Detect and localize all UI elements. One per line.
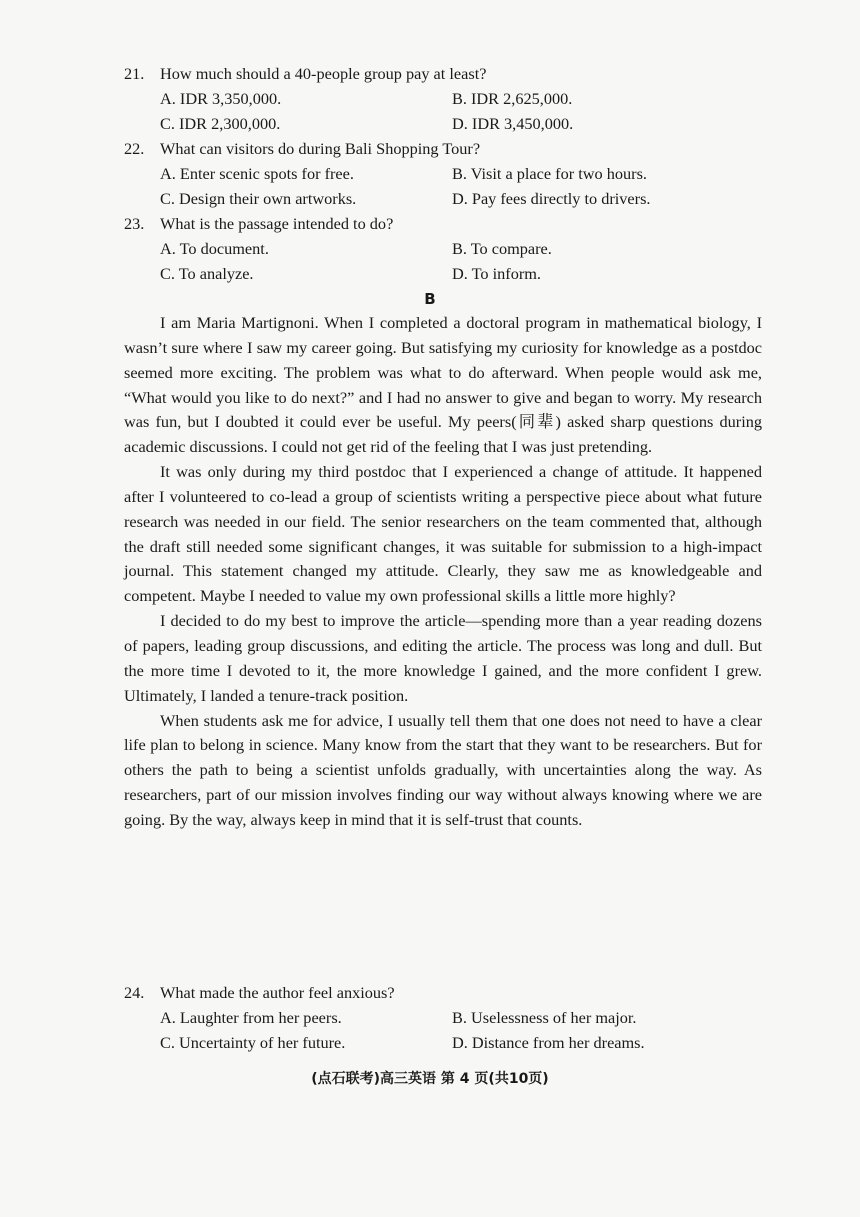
option-23-d: D. To inform. [452,264,542,283]
option-21-c: C. IDR 2,300,000. [160,114,281,133]
question-number: 24. [124,983,145,1002]
question-text: What can visitors do during Bali Shopping Tour? [160,139,481,158]
option-24-b: B. Uselessness of her major. [452,1008,637,1027]
passage-paragraph-4: When students ask me for advice, I usually tell them that one does not need to have a clear life plan to belong in science. Many know from the start that they want to be researchers. But for others the path to being a scientist unfolds gradually, with uncertainties along the way. As researchers, part of our mission involves finding our way without always knowing where we are going. By the way, always keep in mind that it is self-trust that counts. [124,710,762,829]
option-22-a: A. Enter scenic spots for free. [160,164,354,183]
option-24-c: C. Uncertainty of her future. [160,1033,346,1052]
option-23-b: B. To compare. [452,239,552,258]
question-23 [124,214,393,234]
option-21-b: B. IDR 2,625,000. [452,89,573,108]
question-number: 22. [124,139,145,158]
page-footer: (点石联考)高三英语 第 4 页(共10页) [311,1071,549,1087]
question-number: 21. [124,64,145,83]
option-23-c: C. To analyze. [160,264,254,283]
option-22-c: C. Design their own artworks. [160,189,357,208]
question-21 [124,64,486,84]
question-number: 23. [124,214,145,233]
option-22-b: B. Visit a place for two hours. [452,164,647,183]
question-text: What made the author feel anxious? [160,983,395,1002]
passage-paragraph-1: I am Maria Martignoni. When I completed a doctoral program in mathematical biology, I wasn’t sure where I saw my career going. But satisfying my curiosity for knowledge as a postdoc seemed more exciting. The problem was what to do afterward. When people would ask me, “What would you like to do next?” and I had no answer to give and began to worry. My research was fun, but I doubted it could ever be useful. My peers(同辈) asked sharp questions during academic discussions. I could not get rid of the feeling that I was just pretending. [124,313,762,457]
section-heading: B [424,290,436,308]
reading-passage [124,311,762,833]
question-text: How much should a 40-people group pay at least? [160,64,487,83]
question-22 [124,139,480,159]
option-21-a: A. IDR 3,350,000. [160,89,282,108]
passage-paragraph-3: I decided to do my best to improve the article—spending more than a year reading dozens of papers, leading group discussions, and editing the article. The process was long and dull. But the more time I devoted to it, the more knowledge I gained, and the more confident I grew. Ultimately, I landed a tenure-track position. [124,611,762,705]
option-24-d: D. Distance from her dreams. [452,1033,645,1052]
passage-paragraph-2: It was only during my third postdoc that I experienced a change of attitude. It happened after I volunteered to co-lead a group of scientists writing a perspective piece about what future research was needed in our field. The senior researchers on the team commented that, although the draft still needed some significant changes, it was suitable for submission to a high-impact journal. This statement changed my attitude. Clearly, they saw me as knowledgeable and competent. Maybe I needed to value my own professional skills a little more highly? [124,462,762,606]
option-22-d: D. Pay fees directly to drivers. [452,189,651,208]
option-21-d: D. IDR 3,450,000. [452,114,574,133]
question-text: What is the passage intended to do? [160,214,394,233]
question-24 [124,983,395,1003]
option-24-a: A. Laughter from her peers. [160,1008,342,1027]
option-23-a: A. To document. [160,239,269,258]
